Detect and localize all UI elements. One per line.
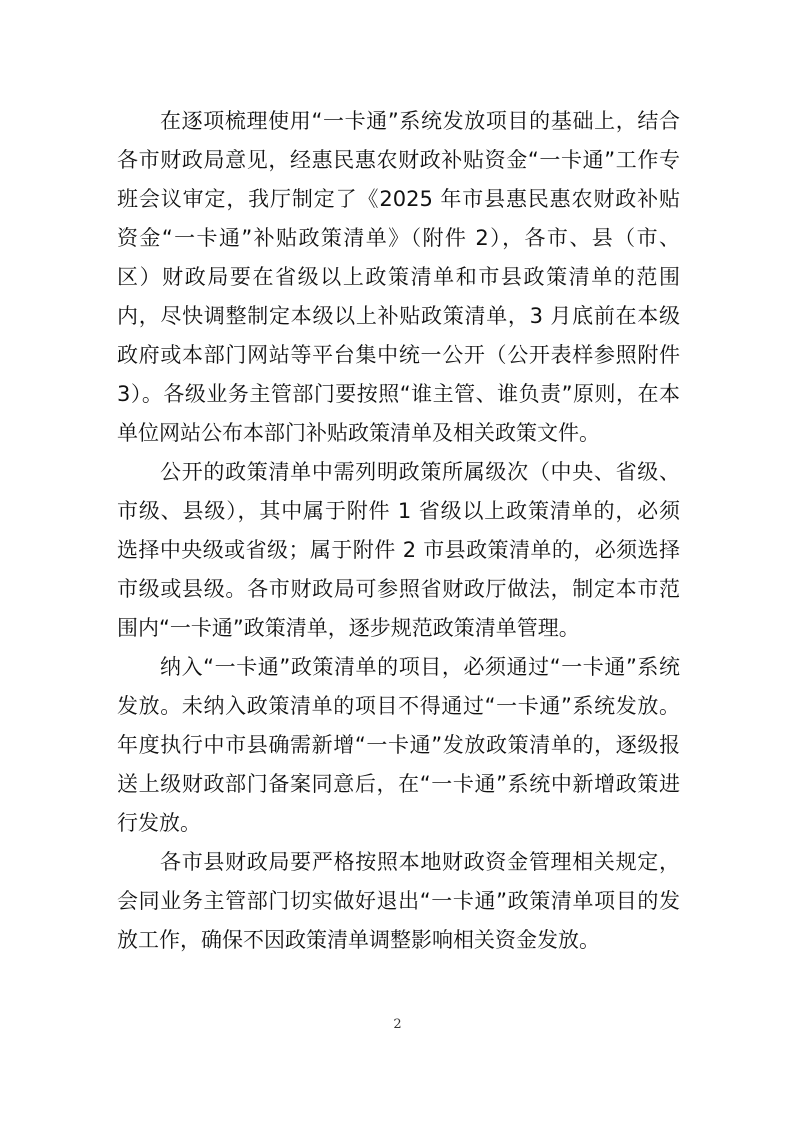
text-line: 公开的政策清单中需列明政策所属级次（中央、省级、	[160, 460, 680, 484]
text-line: 3）。各级业务主管部门要按照“谁主管、谁负责”原则，在本	[117, 382, 680, 406]
text-line: 送上级财政部门备案同意后，在“一卡通”系统中新增政策进	[117, 772, 680, 796]
text-line: 市级或县级。各市财政局可参照省财政厅做法，制定本市范	[117, 577, 680, 601]
text-line: 选择中央级或省级；属于附件 2 市县政策清单的，必须选择	[117, 538, 680, 562]
text-line: 纳入“一卡通”政策清单的项目，必须通过“一卡通”系统	[160, 655, 680, 679]
text-line: 政府或本部门网站等平台集中统一公开（公开表样参照附件	[117, 343, 680, 367]
text-line: 会同业务主管部门切实做好退出“一卡通”政策清单项目的发	[117, 889, 680, 913]
text-line: 单位网站公布本部门补贴政策清单及相关政策文件。	[117, 421, 600, 445]
text-line: 市级、县级），其中属于附件 1 省级以上政策清单的，必须	[117, 499, 680, 523]
text-line: 内，尽快调整制定本级以上补贴政策清单，3 月底前在本级	[117, 304, 680, 328]
text-line: 在逐项梳理使用“一卡通”系统发放项目的基础上，结合	[160, 109, 680, 133]
text-line: 区）财政局要在省级以上政策清单和市县政策清单的范围	[117, 265, 680, 289]
paragraph-1	[117, 102, 680, 453]
text-line: 行发放。	[117, 811, 201, 835]
document-body	[117, 102, 680, 960]
text-line: 各市财政局意见，经惠民惠农财政补贴资金“一卡通”工作专	[117, 148, 680, 172]
paragraph-3	[117, 648, 680, 843]
page-number: 2	[393, 1017, 402, 1032]
paragraph-2	[117, 453, 680, 648]
text-line: 年度执行中市县确需新增“一卡通”发放政策清单的，逐级报	[117, 733, 680, 757]
text-line: 发放。未纳入政策清单的项目不得通过“一卡通”系统发放。	[117, 694, 680, 718]
paragraph-4	[117, 843, 680, 960]
text-line: 各市县财政局要严格按照本地财政资金管理相关规定，	[160, 850, 680, 874]
text-line: 围内“一卡通”政策清单，逐步规范政策清单管理。	[117, 616, 580, 640]
text-line: 班会议审定，我厅制定了《2025 年市县惠民惠农财政补贴	[117, 187, 680, 211]
text-line: 放工作，确保不因政策清单调整影响相关资金发放。	[117, 928, 600, 952]
text-line: 资金“一卡通”补贴政策清单》（附件 2），各市、县（市、	[117, 226, 680, 250]
